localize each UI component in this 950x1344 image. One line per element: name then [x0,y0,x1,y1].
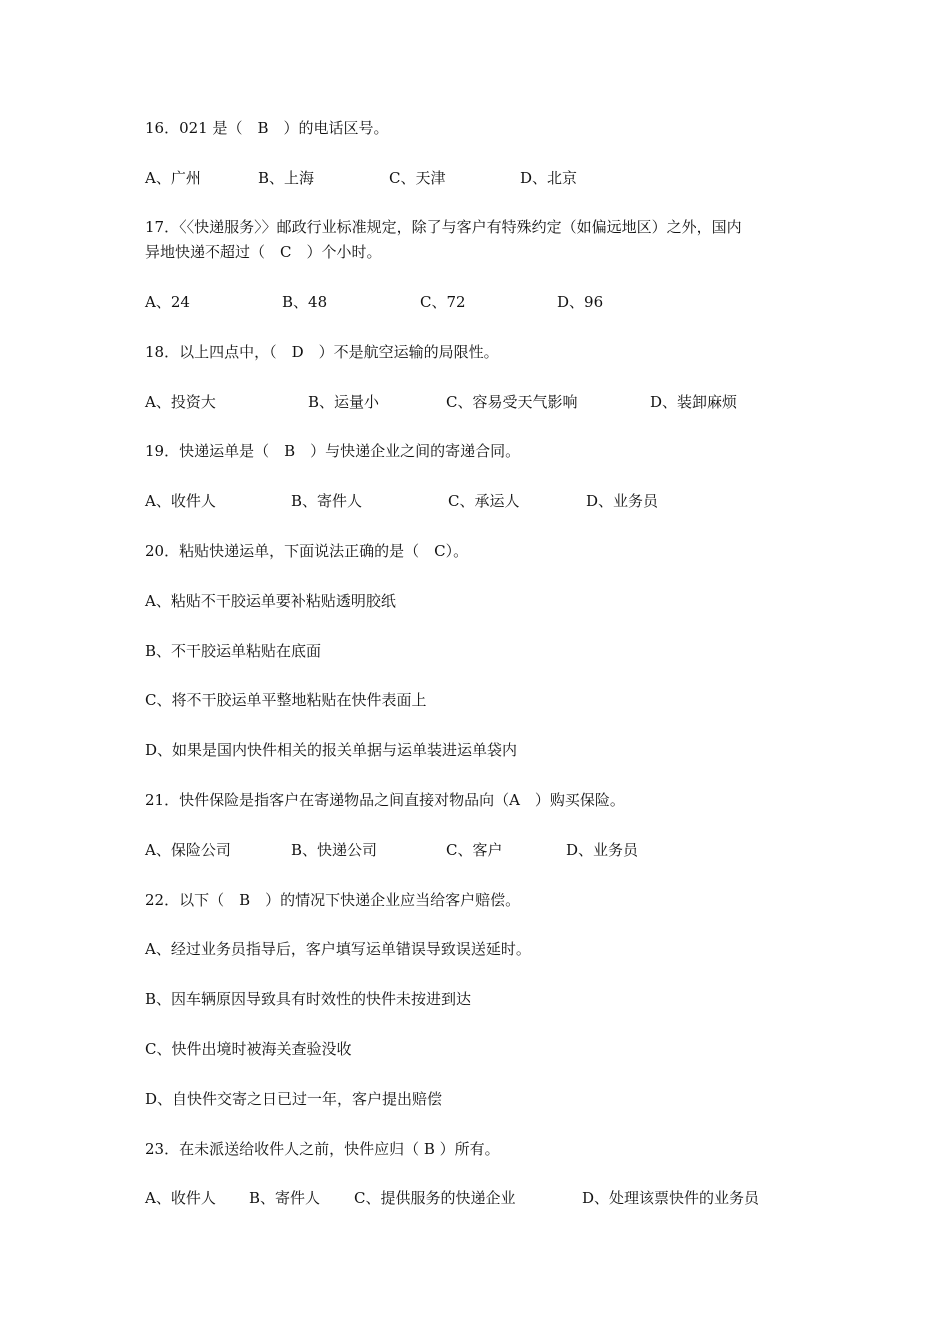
question-17-option-b: B、48 [282,293,328,311]
question-19-option-b: B、寄件人 [291,492,363,510]
question-22-option-a: A、经过业务员指导后，客户填写运单错误导致误送延时。 [145,940,531,958]
question-17-text-line-1: 17．〈〈快递服务〉〉邮政行业标准规定，除了与客户有特殊约定（如偏远地区）之外，国内 [145,218,742,236]
question-19-options [0,491,950,611]
question-21-option-c: C、客户 [446,841,503,859]
question-18-option-d: D、装卸麻烦 [650,393,738,411]
question-16-option-c: C、天津 [389,169,446,187]
question-21-option-b: B、快递公司 [291,841,378,859]
question-23-option-a: A、收件人 [145,1189,216,1207]
question-19-text: 19．快递运单是（ B ）与快递企业之间的寄递合同。 [145,442,521,460]
question-23-text: 23．在未派送给收件人之前，快件应归（ B ）所有。 [145,1140,500,1158]
question-16-option-b: B、上海 [258,169,315,187]
question-23-options [0,1188,950,1308]
question-19-option-c: C、承运人 [448,492,520,510]
question-16-text: 16．021 是（ B ）的电话区号。 [145,119,389,137]
question-19-option-d: D、业务员 [586,492,659,510]
question-20-option-d: D、如果是国内快件相关的报关单据与运单装进运单袋内 [145,741,518,759]
question-18-option-c: C、容易受天气影响 [446,393,578,411]
question-18-option-b: B、运量小 [308,393,380,411]
question-20-option-c: C、将不干胶运单平整地粘贴在快件表面上 [145,691,427,709]
question-21-option-a: A、保险公司 [145,841,231,859]
question-18-text: 18．以上四点中，（ D ）不是航空运输的局限性。 [145,343,499,361]
question-23-option-b: B、寄件人 [249,1189,321,1207]
question-17-option-d: D、96 [557,293,604,311]
question-16-option-d: D、北京 [520,169,578,187]
question-20-text: 20．粘贴快递运单，下面说法正确的是（ C）。 [145,542,469,560]
question-17-option-a: A、24 [145,293,190,311]
question-23-option-d: D、处理该票快件的业务员 [582,1189,760,1207]
question-22-option-b: B、因车辆原因导致具有时效性的快件未按进到达 [145,990,472,1008]
question-16-option-a: A、广州 [145,169,201,187]
question-22-text: 22．以下（ B ）的情况下快递企业应当给客户赔偿。 [145,891,521,909]
question-20-option-a: A、粘贴不干胶运单要补粘贴透明胶纸 [145,592,396,610]
question-22-option-c: C、快件出境时被海关查验没收 [145,1040,352,1058]
question-17-option-c: C、72 [420,293,466,311]
question-19-option-a: A、收件人 [145,492,216,510]
question-23-option-c: C、提供服务的快递企业 [354,1189,516,1207]
question-17-text-line-2: 异地快递不超过（ C ）个小时。 [145,243,382,261]
question-18-option-a: A、投资大 [145,393,216,411]
question-21-text: 21．快件保险是指客户在寄递物品之间直接对物品向（A ）购买保险。 [145,791,625,809]
question-20-option-b: B、不干胶运单粘贴在底面 [145,642,322,660]
question-21-option-d: D、业务员 [566,841,639,859]
question-22-option-d: D、自快件交寄之日已过一年，客户提出赔偿 [145,1090,443,1108]
